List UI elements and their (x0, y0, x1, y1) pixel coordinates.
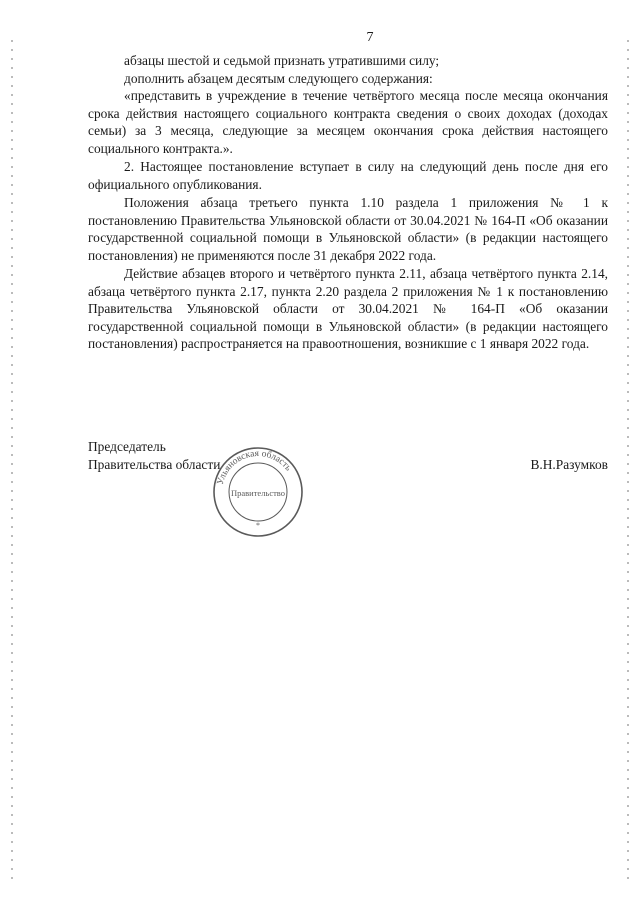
document-body (88, 52, 608, 353)
signature-title-line2: Правительства области (88, 456, 221, 472)
paragraph: «представить в учреждение в течение четвёртого месяца после месяца окончания срока действия настоящего социального контракта сведения о своих доходах (доходах семьи) за 3 месяца, следующие за месяцем окончания срока действия настоящего социального контракта.». (88, 88, 608, 156)
page-number: 7 (366, 30, 374, 45)
paragraph: Действие абзацев второго и четвёртого пункта 2.11, абзаца четвёртого пункта 2.14, абзаца четвёртого пункта 2.17, пункта 2.20 раздела 2 приложения № 1 к постановлению Правительства Ульяновской области от 30.04.2021 № 164-П «Об оказании государственной социальной помощи в Ульяновской области» (в редакции настоящего постановления) распространяется на правоотношения, возникшие с 1 января 2022 года. (88, 266, 608, 351)
signatory-name: В.Н.Разумков (530, 456, 608, 472)
seal-ring-text: Ульяновская область (215, 448, 293, 487)
paragraph: 2. Настоящее постановление вступает в силу на следующий день после дня его официального опубликования. (88, 159, 608, 192)
signature-title-line1: Председатель (88, 439, 166, 454)
paragraph: абзацы шестой и седьмой признать утратившими силу; (124, 53, 440, 68)
seal-star: * (256, 521, 260, 530)
signature-block (88, 438, 608, 473)
paragraph: Положения абзаца третьего пункта 1.10 раздела 1 приложения № 1 к постановлению Правительства Ульяновской области от 30.04.2021 № 164-П «Об оказании государственной социальной помощи в Ульяновской области» (в редакции настоящего постановления) не применяются после 31 декабря 2022 года. (88, 195, 608, 263)
seal-center-text: Правительство (230, 488, 286, 498)
official-seal (212, 446, 304, 538)
paragraph: дополнить абзацем десятым следующего содержания: (124, 70, 433, 86)
